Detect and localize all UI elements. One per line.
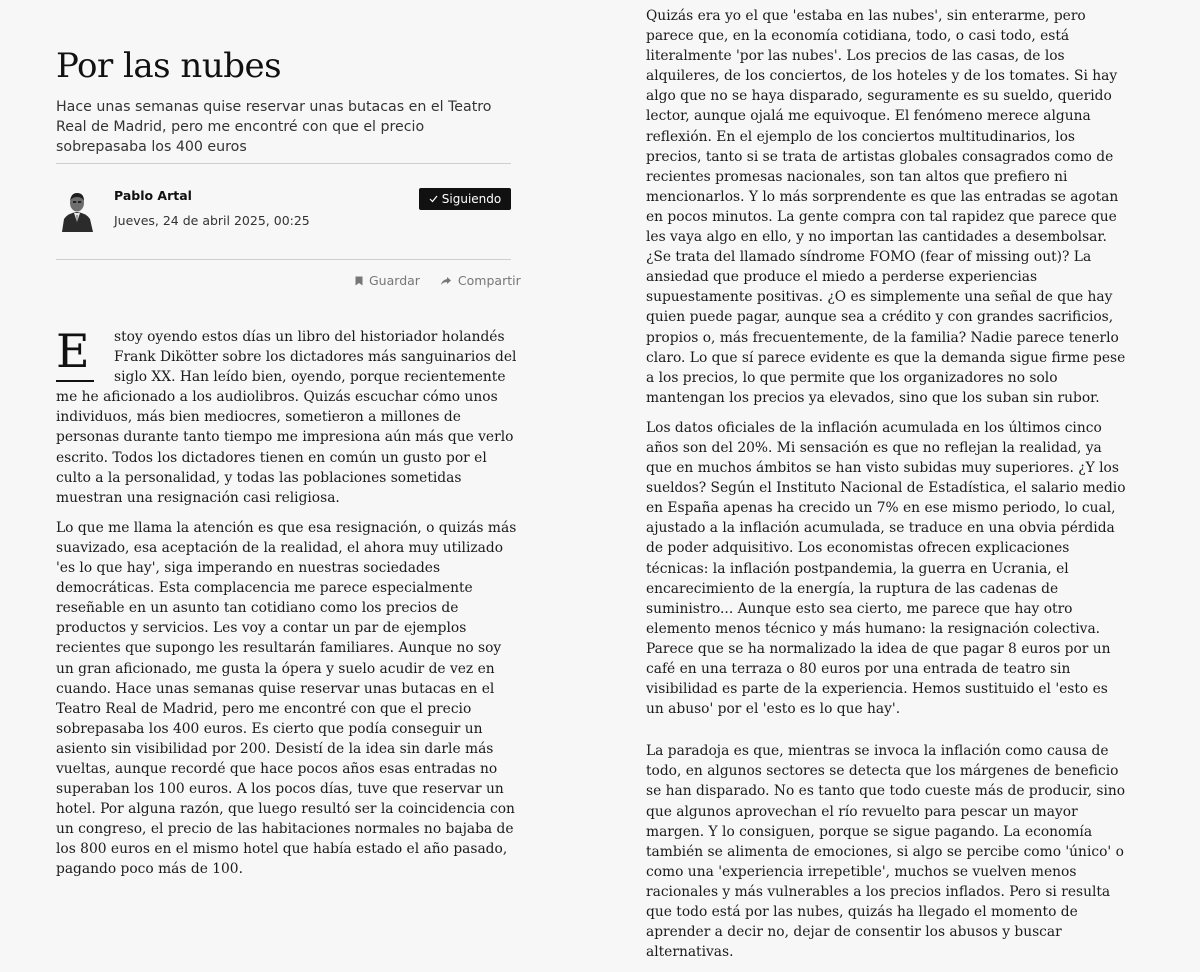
paragraph-1 [56, 324, 518, 508]
bookmark-icon [355, 276, 363, 286]
follow-label: Siguiendo [441, 192, 502, 206]
article-subtitle: Hace unas semanas quise reservar unas butacas en el Teatro Real de Madrid, pero me encontré con que el precio sobrepasaba los 400 euros [56, 99, 492, 155]
article-actions [355, 273, 521, 288]
divider-top [56, 163, 511, 164]
dropcap: E [56, 329, 94, 382]
check-icon [429, 195, 438, 203]
author-name[interactable]: Pablo Artal [114, 188, 192, 203]
publish-date: Jueves, 24 de abril 2025, 00:25 [114, 213, 310, 228]
divider-bottom [56, 259, 511, 260]
save-label: Guardar [369, 273, 420, 288]
article-body-left [56, 324, 518, 890]
article-body-right [646, 6, 1130, 972]
paragraph-5: La paradoja es que, mientras se invoca la inflación como causa de todo, en algunos sectores se detecta que los márgenes de beneficio se han disparado. No es tanto que todo cueste más de producir, sino que algunos aprovechan el río revuelto para pescar un mayor margen. Y lo consiguen, porque se sigue pagando. La economía también se alimenta de emociones, si algo se percibe como 'único' o como una 'experiencia irrepetible', muchos se vuelven menos racionales y más vulnerables a los precios inflados. Pero si resulta que todo está por las nubes, quizás ha llegado el momento de aprender a decir no, dejar de consentir los abusos y buscar alternativas. [646, 743, 1126, 961]
author-avatar[interactable] [58, 188, 96, 232]
author-photo-icon [58, 188, 96, 232]
share-label: Compartir [457, 273, 521, 288]
paragraph-3: Quizás era yo el que 'estaba en las nubes', sin enterarme, pero parece que, en la economía cotidiana, todo, o casi todo, está literalmente 'por las nubes'. Los precios de las casas, de los alquileres, de los conciertos, de los hoteles y de los tomates. Si hay algo que no se haya disparado, seguramente es su sueldo, querido lector, aunque ojalá me equivoque. El fenómeno merece alguna reflexión. En el ejemplo de los conciertos multitudinarios, los precios, tanto si se trata de artistas globales consagrados como de recientes promesas nacionales, son tan altos que prefiero ni mencionarlos. Y lo más sorprendente es que las entradas se agotan en pocos minutos. La gente compra con tal rapidez que parece que les vaya algo en ello, y no importan las cantidades a desembolsar. ¿Se trata del llamado síndrome FOMO (fear of missing out)? La ansiedad que produce el miedo a perderse experiencias supuestamente positivas. ¿O es simplemente una señal de que hay quien puede pagar, aunque sea a crédito y con grandes sacrificios, propios o, más frecuentemente, de la familia? Nadie parece tenerlo claro. Lo que sí parece evidente es que la demanda sigue firme pese a los precios, lo que permite que los organizadores no solo mantengan los precios ya elevados, sino que los suban sin rubor. [646, 8, 1126, 406]
paragraph-1-text: stoy oyendo estos días un libro del historiador holandés Frank Dikötter sobre los dictadores más sanguinarios del siglo XX. Han leído bien, oyendo, porque recientemente me he aficionado a los audiolibros. Quizás escuchar cómo unos individuos, más bien mediocres, sometieron a millones de personas durante tanto tiempo me impresiona aún más que verlo escrito. Todos los dictadores tienen en común un gusto por el culto a la personalidad, y todas las poblaciones sometidas muestran una resignación casi religiosa. [56, 329, 517, 506]
save-button[interactable] [355, 273, 420, 288]
dropcap-container [56, 324, 94, 382]
share-arrow-icon [440, 276, 452, 286]
paragraph-2: Lo que me llama la atención es que esa resignación, o quizás más suavizado, esa aceptación de la realidad, el ahora muy utilizado 'es lo que hay', siga imperando en nuestras sociedades democráticas. Esta complacencia me parece especialmente reseñable en un asunto tan cotidiano como los precios de productos y servicios. Les voy a contar un par de ejemplos recientes que supongo les resultarán familiares. Aunque no soy un gran aficionado, me gusta la ópera y suelo acudir de vez en cuando. Hace unas semanas quise reservar unas butacas en el Teatro Real de Madrid, pero me encontré con que el precio sobrepasaba los 400 euros. Es cierto que podía conseguir un asiento sin visibilidad por 200. Desistí de la idea sin darle más vueltas, aunque recordé que hace pocos años esas entradas no superaban los 100 euros. A los pocos días, tuve que reservar un hotel. Por alguna razón, que luego resultó ser la coincidencia con un congreso, el precio de las habitaciones normales no bajaba de los 800 euros en el mismo hotel que había estado el año pasado, pagando poco más de 100. [56, 519, 517, 878]
follow-button[interactable] [419, 188, 511, 210]
paragraph-4: Los datos oficiales de la inflación acumulada en los últimos cinco años son del 20%. Mi sensación es que no reflejan la realidad, ya que en muchos ámbitos se han visto subidas muy superiores. ¿Y los sueldos? Según el Instituto Nacional de Estadística, el salario medio en España apenas ha crecido un 7% en ese mismo periodo, lo cual, ajustado a la inflación acumulada, se traduce en una obvia pérdida de poder adquisitivo. Los economistas ofrecen explicaciones técnicas: la inflación postpandemia, la guerra en Ucrania, el encarecimiento de la energía, la ruptura de las cadenas de suministro... Aunque esto sea cierto, me parece que hay otro elemento menos técnico y más humano: la resignación colectiva. Parece que se ha normalizado la idea de que pagar 8 euros por un café en una terraza o 80 euros por una entrada de teatro sin visibilidad es parte de la experiencia. Hemos sustituido el 'esto es un abuso' por el 'esto es lo que hay'. [646, 419, 1126, 718]
share-button[interactable] [440, 273, 521, 288]
article-title: Por las nubes [56, 46, 282, 86]
